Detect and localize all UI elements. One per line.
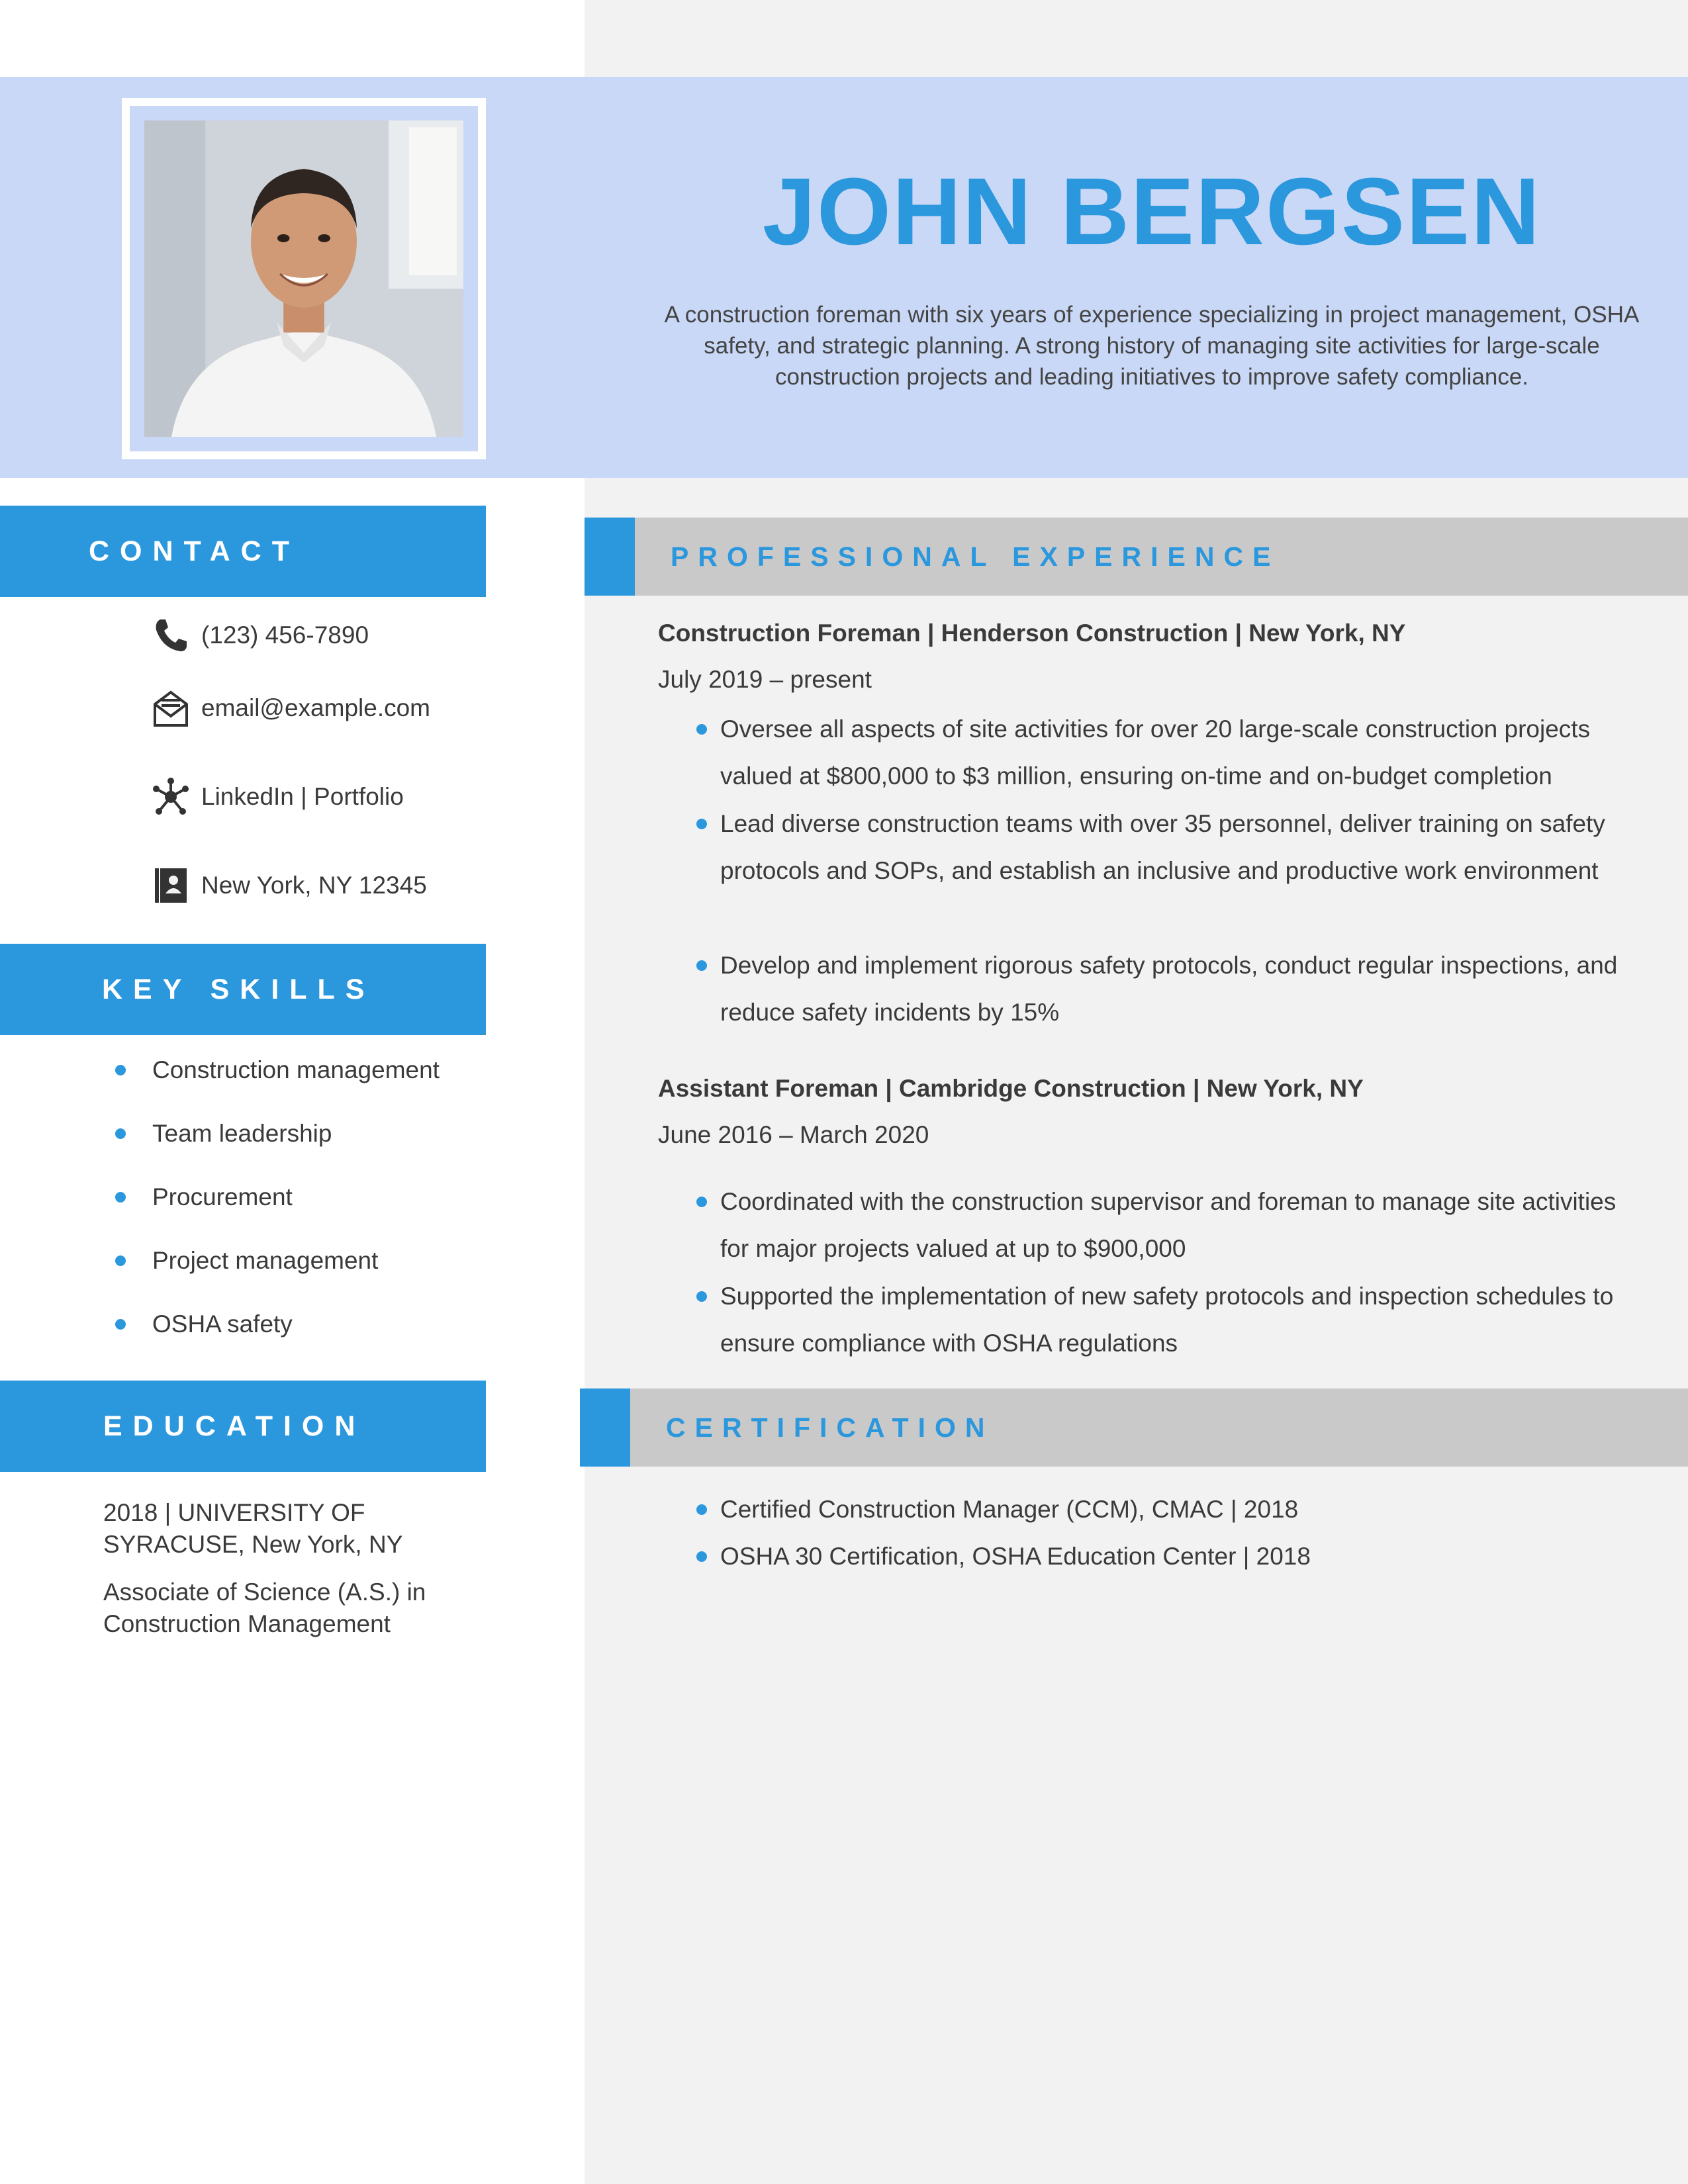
phone-icon <box>151 615 191 655</box>
email-icon <box>151 688 191 728</box>
job-title: Assistant Foreman | Cambridge Construction | New York, NY <box>658 1075 1364 1102</box>
contact-address: New York, NY 12345 <box>151 866 427 905</box>
skill-item: Project management <box>115 1247 378 1275</box>
contact-phone: (123) 456-7890 <box>151 615 369 655</box>
education-degree: Associate of Science (A.S.) in Construction Management <box>103 1578 426 1637</box>
candidate-name: JOHN BERGSEN <box>762 158 1542 265</box>
contact-email: email@example.com <box>151 688 430 728</box>
profile-photo <box>144 120 463 437</box>
skill-item: Construction management <box>115 1056 440 1084</box>
address-book-icon <box>151 866 191 905</box>
education-school: 2018 | UNIVERSITY OF SYRACUSE, New York, NY <box>103 1499 403 1558</box>
job-dates: July 2019 – present <box>658 666 872 693</box>
job-bullet: Lead diverse construction teams with over 35 personnel, deliver training on safety protocols and SOPs, and establish an inclusive and productive work environment <box>696 800 1636 894</box>
job-bullet: Oversee all aspects of site activities for over 20 large-scale construction projects valued at $800,000 to $3 million, ensuring on-time and on-budget completion <box>696 705 1636 799</box>
profile-summary: A construction foreman with six years of experience specializing in project management, OSHA safety, and strategic planning. A strong history of managing site activities for large-scale construction projects and leading initiatives to improve safety compliance. <box>664 302 1640 390</box>
education-section-header: EDUCATION <box>0 1381 486 1472</box>
contact-links: LinkedIn | Portfolio <box>151 777 404 817</box>
certification-item: OSHA 30 Certification, OSHA Education Center | 2018 <box>696 1533 1636 1580</box>
skill-item: Procurement <box>115 1183 293 1211</box>
job-bullet: Coordinated with the construction supervisor and foreman to manage site activities for major projects valued at up to $900,000 <box>696 1178 1636 1272</box>
job-bullet: Supported the implementation of new safety protocols and inspection schedules to ensure compliance with OSHA regulations <box>696 1273 1636 1367</box>
profile-photo-frame <box>122 98 486 459</box>
job-dates: June 2016 – March 2020 <box>658 1121 929 1148</box>
portrait-illustration <box>144 120 463 437</box>
skills-section-header: KEY SKILLS <box>0 944 486 1035</box>
contact-section-header: CONTACT <box>0 506 486 597</box>
skill-item: OSHA safety <box>115 1310 293 1338</box>
skill-item: Team leadership <box>115 1120 332 1148</box>
certification-section-header: CERTIFICATION <box>580 1388 1688 1467</box>
job-title: Construction Foreman | Henderson Construction | New York, NY <box>658 619 1406 647</box>
job-bullet: Develop and implement rigorous safety protocols, conduct regular inspections, and reduce safety incidents by 15% <box>696 942 1636 1036</box>
experience-section-header: PROFESSIONAL EXPERIENCE <box>585 518 1688 596</box>
network-icon <box>151 777 191 817</box>
certification-item: Certified Construction Manager (CCM), CMAC | 2018 <box>696 1486 1636 1533</box>
